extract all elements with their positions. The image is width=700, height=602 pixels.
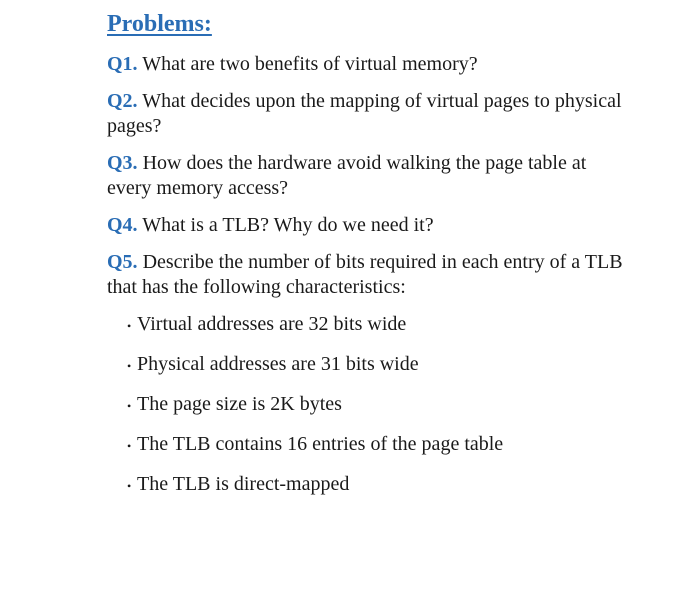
- list-item: [127, 312, 627, 339]
- question-text: Describe the number of bits required in each entry of a TLB that has the following characteristics:: [107, 251, 623, 298]
- list-item-text: The TLB contains 16 entries of the page table: [137, 433, 504, 455]
- question-text: What are two benefits of virtual memory?: [137, 53, 478, 75]
- list-item-text: The TLB is direct-mapped: [137, 473, 350, 495]
- question-q5: [107, 250, 627, 300]
- list-item-text: Physical addresses are 31 bits wide: [137, 353, 419, 375]
- bullet-icon: •: [127, 359, 132, 373]
- question-label: Q1.: [107, 53, 138, 75]
- list-item: [127, 352, 627, 379]
- question-q3: [107, 151, 627, 201]
- question-q4: [107, 213, 627, 238]
- bullet-icon: •: [127, 479, 132, 493]
- question-label: Q5.: [107, 251, 138, 273]
- bullet-icon: •: [127, 439, 132, 453]
- list-item: [127, 392, 627, 419]
- list-item: [127, 472, 627, 499]
- page-title: Problems:: [107, 11, 212, 37]
- question-text: How does the hardware avoid walking the page table at every memory access?: [107, 152, 587, 199]
- question-text: What is a TLB? Why do we need it?: [137, 214, 434, 236]
- list-item: [127, 432, 627, 459]
- list-item-text: The page size is 2K bytes: [137, 393, 342, 415]
- question-label: Q2.: [107, 90, 138, 112]
- bullet-icon: •: [127, 399, 132, 413]
- question-text: What decides upon the mapping of virtual pages to physical pages?: [107, 90, 622, 137]
- bullet-icon: •: [127, 319, 132, 333]
- characteristics-list: [107, 312, 627, 499]
- question-label: Q4.: [107, 214, 138, 236]
- question-q2: [107, 89, 627, 139]
- question-label: Q3.: [107, 152, 138, 174]
- question-q1: [107, 52, 627, 77]
- list-item-text: Virtual addresses are 32 bits wide: [137, 313, 407, 335]
- problems-document: [107, 8, 627, 512]
